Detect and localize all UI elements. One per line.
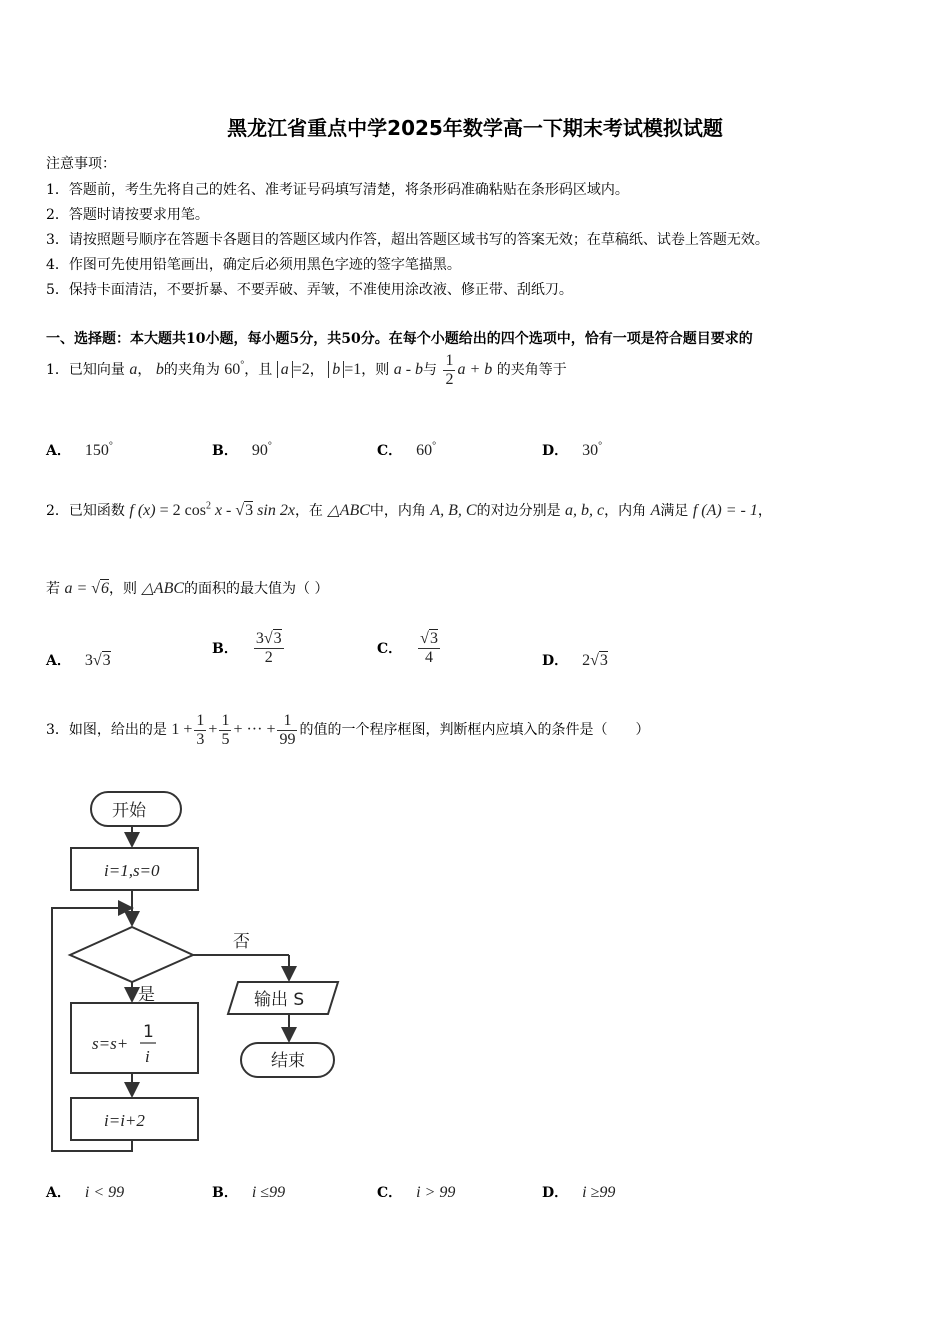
notice-item: 4．作图可先使用铅笔画出，确定后必须用黑色字迹的签字笔描黑。 (46, 257, 461, 273)
triangle-abc: △ABC (327, 502, 370, 519)
q1-option-a[interactable]: A． 150° (46, 440, 113, 459)
update-s-numerator: 1 (143, 1022, 154, 1042)
fraction-half: $\frac{1}{2}$ (445, 352, 454, 388)
triangle-abc: △ABC (141, 580, 185, 597)
condition: f (A) = - 1 (692, 502, 758, 519)
notice-heading: 注意事项： (46, 156, 116, 172)
expression-half-a-plus-b: a + b (457, 361, 493, 379)
no-label: 否 (233, 932, 250, 952)
notice-item: 1．答题前，考生先将自己的姓名、准考证号码填写清楚，将条形码准确粘贴在条形码区域内。 (46, 182, 629, 198)
q2-option-c[interactable]: C． $\frac{√3}{4}$ (377, 630, 438, 666)
function-definition: f (x) (129, 502, 160, 519)
yes-label: 是 (138, 985, 155, 1005)
init-label: i=1,s=0 (104, 861, 160, 880)
notice-item: 3．请按照题号顺序在答题卡各题目的答题区域内作答，超出答题区域书写的答案无效；在草稿纸、试卷上答题无效。 (46, 232, 769, 248)
q1-option-d[interactable]: D． 30° (542, 440, 603, 459)
notice-item: 2．答题时请按要求用笔。 (46, 207, 209, 223)
notice-item: 5．保持卡面清洁，不要折暴、不要弄破、弄皱，不准使用涂改液、修正带、刮纸刀。 (46, 282, 573, 298)
section-heading: 一、选择题：本大题共10小题，每小题5分，共50分。在每个小题给出的四个选项中，恰有一项是符合题目要求的 (46, 331, 753, 347)
question-2: 2．已知函数 f (x) = 2 $\cos^2 x - √3$ sin 2x，在 △ABC中，内角 A, B, C的对边分别是 a, b, c，内角 A满足 f (A) = - 1， (46, 500, 772, 519)
page-title: 黑龙江省重点中学2025年数学高一下期末考试模拟试题 (227, 116, 723, 140)
end-label: 结束 (271, 1051, 305, 1071)
flowchart (46, 787, 346, 1159)
question-number: 2． (46, 503, 69, 519)
angle-value: 60° (224, 359, 245, 379)
q3-option-c[interactable]: C． i > 99 (377, 1184, 456, 1201)
update-i-label: i=i+2 (104, 1111, 145, 1130)
question-3: 3．如图，给出的是 1 + $\frac{1}{3}$ + $\frac{1}{5}$ + ··· + $\frac{1}{99}$ 的值的一个程序框图，判断框内应填入的条件是（ ） (46, 712, 650, 748)
update-s-box (71, 1003, 198, 1073)
q2-option-d[interactable]: D． 2√3 (542, 652, 608, 669)
vector-a: a (129, 361, 138, 379)
update-s-label: s=s+ (92, 1034, 129, 1053)
angles-abc: A, B, C (430, 502, 477, 519)
vector-b: b (155, 361, 164, 379)
output-label: 输出 S (254, 990, 305, 1010)
q1-option-b[interactable]: B． 90° (212, 440, 272, 459)
angle-a: A (650, 502, 661, 519)
series-expression: 1 + $\frac{1}{3}$ + $\frac{1}{5}$ + ··· + $\frac{1}{99}$ (171, 712, 296, 748)
q3-option-b[interactable]: B． i ≤99 (212, 1184, 286, 1201)
q2-option-b[interactable]: B． $\frac{3√3}{2}$ (212, 630, 282, 666)
question-1: 1．已知向量 a， b的夹角为 60°，且 a =2， b =1，则 a - b与 $\frac{1}{2}$ a + b 的夹角等于 (46, 352, 567, 388)
modulus-a: a (277, 361, 293, 378)
q2-option-a[interactable]: A． 3√3 (46, 652, 111, 669)
update-s-denominator: i (145, 1047, 150, 1066)
side-a-value: a = √6 (64, 580, 110, 597)
expression-a-minus-b: a - b (393, 361, 424, 379)
q1-option-c[interactable]: C． 60° (377, 440, 437, 459)
q3-option-a[interactable]: A． i < 99 (46, 1184, 125, 1201)
question-number: 1． (46, 362, 69, 379)
sides-abc: a, b, c (565, 502, 605, 519)
start-label: 开始 (112, 801, 146, 821)
question-number: 3． (46, 721, 69, 738)
decision-diamond (70, 927, 193, 982)
modulus-b: b (328, 361, 344, 378)
question-2-line-2: 若 a = √6，则 △ABC的面积的最大值为（ ） (46, 580, 329, 597)
q3-option-d[interactable]: D． i ≥99 (542, 1184, 616, 1201)
